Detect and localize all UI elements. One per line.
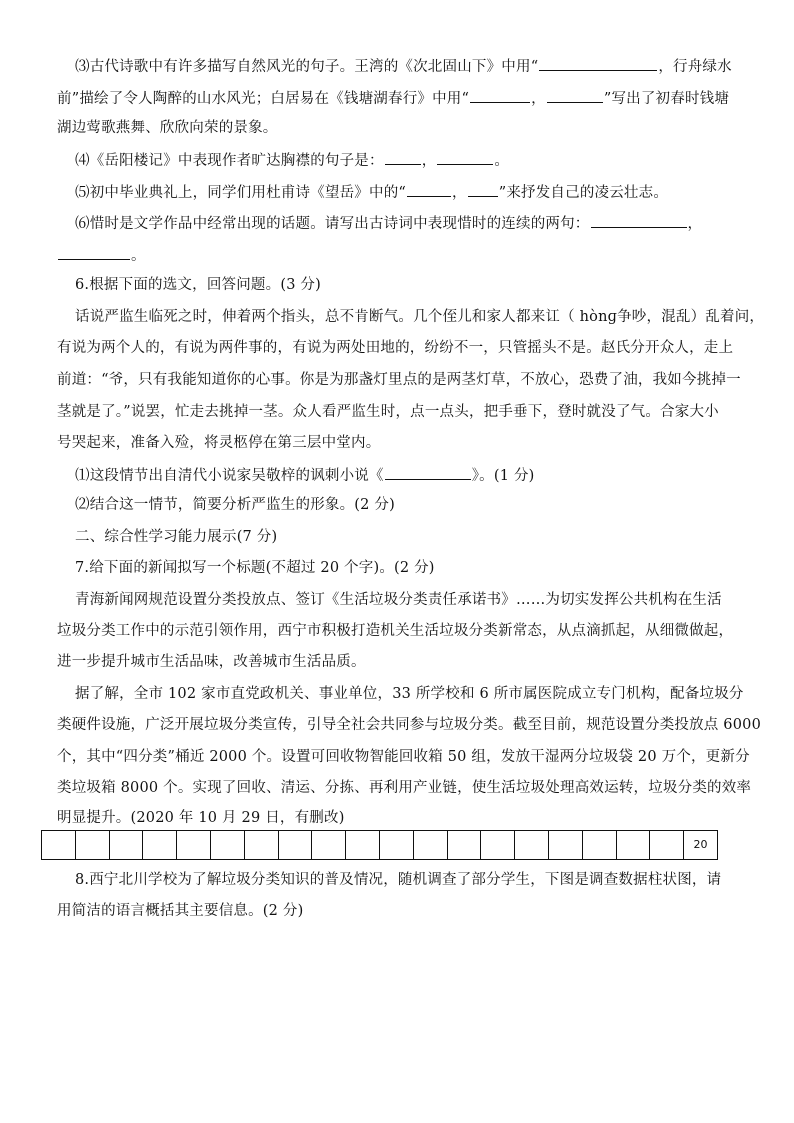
q7-stem: 7.给下面的新闻拟写一个标题(不超过 20 个字)。(2 分) bbox=[75, 560, 435, 576]
grid-cell[interactable] bbox=[414, 830, 448, 860]
q5-sub3-text-f: 湖边莺歌燕舞、欣欣向荣的景象。 bbox=[57, 120, 278, 136]
q5-sub4-text-a: ⑷《岳阳楼记》中表现作者旷达胸襟的句子是： bbox=[75, 153, 384, 169]
grid-cell[interactable] bbox=[650, 830, 684, 860]
q8-stem-line: 8.西宁北川学校为了解垃圾分类知识的普及情况，随机调查了部分学生，下图是调查数据柱状图，请 bbox=[75, 872, 722, 888]
q6-sub2: ⑵结合这一情节，简要分析严监生的形象。(2 分) bbox=[75, 497, 395, 513]
grid-cell[interactable] bbox=[211, 830, 245, 860]
grid-cell[interactable] bbox=[76, 830, 110, 860]
answer-blank[interactable] bbox=[385, 464, 471, 480]
q5-sub3-line3 bbox=[57, 118, 278, 138]
q6-passage-line: 茎就是了。”说罢，忙走去挑掉一茎。众人看严监生时，点一点头，把手垂下，登时就没了气。合家大小 bbox=[57, 404, 719, 420]
grid-cell[interactable] bbox=[549, 830, 583, 860]
grid-cell[interactable] bbox=[515, 830, 549, 860]
q6-sub1-line bbox=[75, 464, 535, 486]
q6-passage-line: 有说为两个人的，有说为两件事的，有说为两处田地的，纷纷不一，只管摇头不是。赵氏分开众人，走上 bbox=[57, 340, 734, 356]
q5-sub5-text-c: ”来抒发自己的凌云壮志。 bbox=[498, 185, 669, 201]
q6-passage-line: 前道：“爷，只有我能知道你的心事。你是为那盏灯里点的是两茎灯草，不放心，恐费了油，我如今挑掉一 bbox=[57, 372, 741, 388]
q7-passage-line: 青海新闻网规范设置分类投放点、签订《生活垃圾分类责任承诺书》……为切实发挥公共机构在生活 bbox=[75, 592, 722, 608]
q5-sub6-line2 bbox=[57, 244, 146, 266]
q5-sub3-text-a: ⑶古代诗歌中有许多描写自然风光的句子。王湾的《次北固山下》中用“ bbox=[75, 59, 539, 75]
q5-sub3-line1 bbox=[75, 55, 732, 77]
q7-passage-line: 类硬件设施，广泛开展垃圾分类宣传，引导全社会共同参与垃圾分类。截至目前，规范设置分类投放点 6000 bbox=[57, 717, 762, 733]
grid-cell[interactable] bbox=[42, 830, 76, 860]
q7-passage-line: 据了解，全市 102 家市直党政机关、事业单位，33 所学校和 6 所市属医院成立专门机构，配备垃圾分 bbox=[75, 686, 744, 702]
q5-sub3-text-b: ，行舟绿水 bbox=[658, 59, 732, 75]
answer-blank[interactable] bbox=[407, 181, 451, 197]
q5-sub6-text-b: ， bbox=[687, 216, 703, 232]
q6-stem: 6.根据下面的选文，回答问题。(3 分) bbox=[75, 277, 321, 293]
q5-sub5-text-b: ， bbox=[452, 185, 467, 201]
q6-sub1-text-b: 》。(1 分) bbox=[471, 468, 535, 484]
q6-passage-line: 号哭起来，准备入殓，将灵柩停在第三层中堂内。 bbox=[57, 435, 381, 451]
q5-sub4-text-c: 。 bbox=[494, 153, 510, 169]
q5-sub3-text-d: ， bbox=[531, 91, 546, 107]
answer-blank[interactable] bbox=[437, 149, 493, 165]
q5-sub4-text-b: ， bbox=[421, 153, 437, 169]
answer-blank[interactable] bbox=[58, 244, 130, 260]
q5-sub4-line bbox=[75, 149, 509, 171]
answer-blank[interactable] bbox=[547, 87, 603, 103]
grid-cell-count-label: 20 bbox=[684, 830, 718, 860]
q7-passage-line: 垃圾分类工作中的示范引领作用，西宁市积极打造机关生活垃圾分类新常态，从点滴抓起，从细微做起， bbox=[57, 623, 734, 639]
grid-cell[interactable] bbox=[143, 830, 177, 860]
grid-cell[interactable] bbox=[346, 830, 380, 860]
grid-cell[interactable] bbox=[481, 830, 515, 860]
grid-cell[interactable] bbox=[448, 830, 482, 860]
q5-sub6-text-c: 。 bbox=[131, 248, 146, 264]
grid-cell[interactable] bbox=[312, 830, 346, 860]
answer-blank[interactable] bbox=[539, 55, 657, 71]
q7-passage-line: 明显提升。(2020 年 10 月 29 日，有删改) bbox=[57, 810, 345, 826]
q6-passage-line: 话说严监生临死之时，伸着两个指头，总不肯断气。几个侄儿和家人都来讧（ hònɡ争吵，混乱）乱着问， bbox=[75, 309, 765, 325]
q7-passage-line: 类垃圾箱 8000 个。实现了回收、清运、分拣、再利用产业链，使生活垃圾处理高效运转，垃圾分类的效率 bbox=[57, 780, 752, 796]
q7-passage-line: 个，其中“四分类”桶近 2000 个。设置可回收物智能回收箱 50 组，发放干湿两分垃圾袋 20 万个，更新分 bbox=[57, 749, 750, 765]
q5-sub3-text-e: ”写出了初春时钱塘 bbox=[603, 91, 730, 107]
grid-cell[interactable] bbox=[583, 830, 617, 860]
section-heading: 二、综合性学习能力展示(7 分) bbox=[75, 529, 278, 545]
q8-stem-line: 用简洁的语言概括其主要信息。(2 分) bbox=[57, 903, 304, 919]
grid-cell[interactable] bbox=[279, 830, 313, 860]
q5-sub3-text-c: 前”描绘了令人陶醉的山水风光；白居易在《钱塘湖春行》中用“ bbox=[57, 91, 470, 107]
grid-cell[interactable] bbox=[110, 830, 144, 860]
answer-blank[interactable] bbox=[385, 149, 421, 165]
q5-sub6-line1 bbox=[75, 212, 702, 234]
q6-sub1-text-a: ⑴这段情节出自清代小说家吴敬梓的讽刺小说《 bbox=[75, 468, 384, 484]
q5-sub3-line2 bbox=[57, 87, 729, 109]
q5-sub6-text-a: ⑹惜时是文学作品中经常出现的话题。请写出古诗词中表现惜时的连续的两句： bbox=[75, 216, 590, 232]
grid-cell[interactable] bbox=[177, 830, 211, 860]
q7-passage-line: 进一步提升城市生活品味，改善城市生活品质。 bbox=[57, 654, 366, 670]
grid-cell[interactable] bbox=[245, 830, 279, 860]
answer-blank[interactable] bbox=[591, 212, 687, 228]
q5-sub5-line bbox=[75, 181, 668, 203]
answer-blank[interactable] bbox=[468, 181, 498, 197]
q5-sub5-text-a: ⑸初中毕业典礼上，同学们用杜甫诗《望岳》中的“ bbox=[75, 185, 407, 201]
headline-answer-grid bbox=[41, 830, 718, 860]
grid-cell[interactable] bbox=[617, 830, 651, 860]
grid-cell[interactable] bbox=[380, 830, 414, 860]
answer-blank[interactable] bbox=[470, 87, 530, 103]
